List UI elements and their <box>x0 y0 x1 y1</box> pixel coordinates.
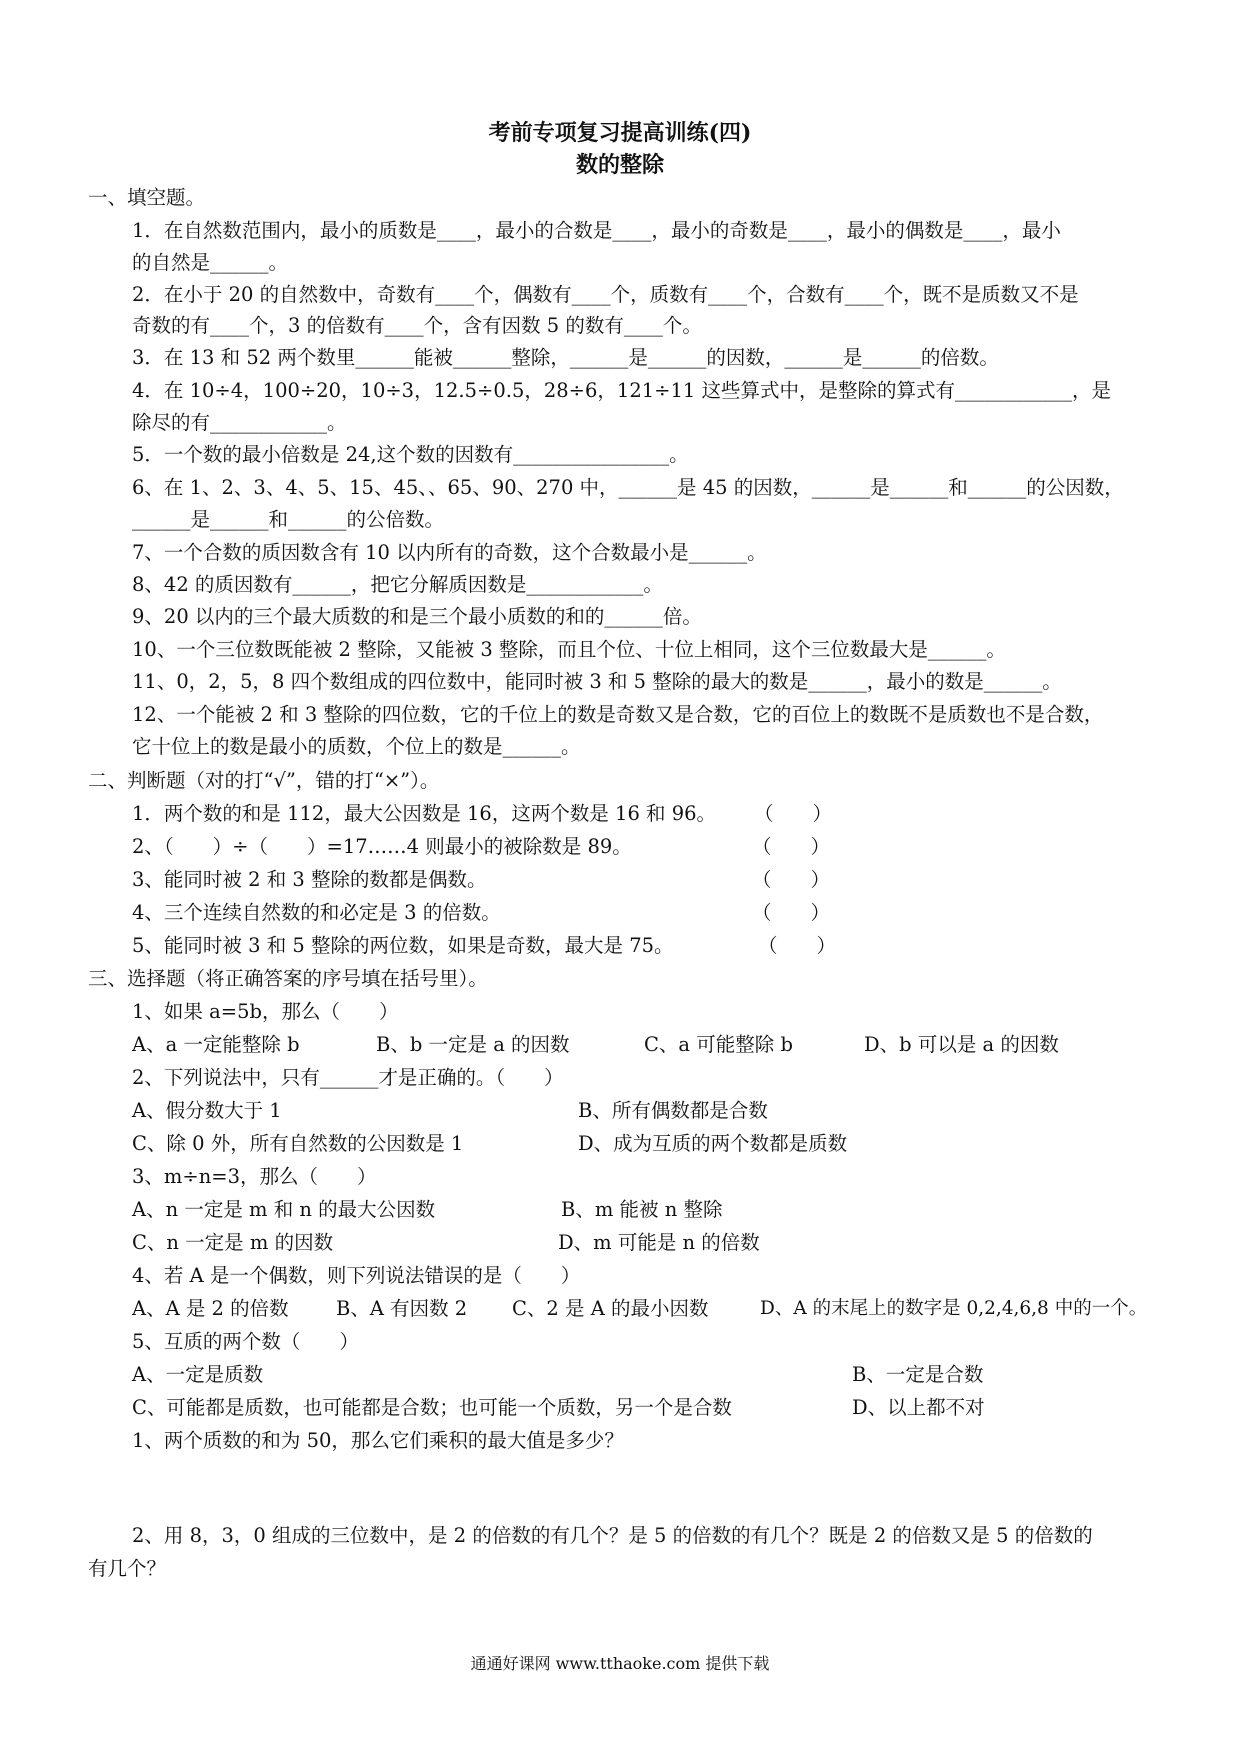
fill-line: 9、20 以内的三个最大质数的和是三个最小质数的和的______倍。 <box>132 605 702 628</box>
answer-bracket: （ ） <box>754 802 833 825</box>
fill-line: 7、一个合数的质因数含有 10 以内所有的奇数，这个合数最小是______。 <box>132 541 767 564</box>
choice-option-a: A、一定是质数 <box>132 1363 264 1386</box>
choice-option-a: A、n 一定是 m 和 n 的最大公因数 <box>132 1198 436 1221</box>
fill-line: 1．在自然数范围内，最小的质数是____，最小的合数是____，最小的奇数是____，最小的偶数是____，最小 <box>132 219 1061 242</box>
choice-option-c: C、2 是 A 的最小因数 <box>512 1297 709 1320</box>
fill-line: 奇数的有____个，3 的倍数有____个，含有因数 5 的数有____个。 <box>132 314 702 337</box>
word-problem: 2、用 8，3，0 组成的三位数中，是 2 的倍数的有几个？是 5 的倍数的有几个？既是 2 的倍数又是 5 的倍数的 <box>132 1524 1093 1547</box>
judge-item: 1．两个数的和是 112，最大公因数是 16，这两个数是 16 和 96。 <box>132 802 717 825</box>
fill-line: 5．一个数的最小倍数是 24,这个数的因数有________________。 <box>132 443 689 466</box>
choice-option-c: C、可能都是质数，也可能都是合数；也可能一个质数，另一个是合数 <box>132 1396 732 1419</box>
choice-stem: 5、互质的两个数（ ） <box>132 1330 359 1353</box>
page-footer: 通通好课网 www.tthaoke.com 提供下载 <box>470 1654 770 1673</box>
choice-option-d: D、b 可以是 a 的因数 <box>864 1033 1059 1056</box>
page-subtitle: 数的整除 <box>575 152 664 178</box>
word-problem: 有几个？ <box>88 1557 167 1580</box>
choice-stem: 3、m÷n=3，那么（ ） <box>132 1165 377 1188</box>
choice-option-c: C、n 一定是 m 的因数 <box>132 1231 334 1254</box>
judge-item: 3、能同时被 2 和 3 整除的数都是偶数。 <box>132 868 487 891</box>
fill-line: 12、一个能被 2 和 3 整除的四位数，它的千位上的数是奇数又是合数，它的百位上的数既不是质数也不是合数， <box>132 703 1104 726</box>
fill-line: 2．在小于 20 的自然数中，奇数有____个，偶数有____个，质数有____个，合数有____个，既不是质数又不是 <box>132 283 1079 306</box>
fill-line: ______是______和______的公倍数。 <box>132 508 445 531</box>
choice-option-d: D、m 可能是 n 的倍数 <box>558 1231 760 1254</box>
choice-stem: 4、若 A 是一个偶数，则下列说法错误的是（ ） <box>132 1264 581 1287</box>
choice-option-d: D、A 的末尾上的数字是 0,2,4,6,8 中的一个。 <box>760 1298 1148 1319</box>
choice-stem: 2、下列说法中，只有______才是正确的。（ ） <box>132 1066 564 1089</box>
choice-stem: 1、如果 a=5b，那么（ ） <box>132 1000 399 1023</box>
fill-line: 6、在 1、2、3、4、5、15、45、、65、90、270 中，______是 45 的因数，______是______和______的公因数， <box>132 476 1124 499</box>
choice-option-b: B、m 能被 n 整除 <box>561 1198 723 1221</box>
judge-item: 5、能同时被 3 和 5 整除的两位数，如果是奇数，最大是 75。 <box>132 934 674 957</box>
fill-line: 4．在 10÷4，100÷20，10÷3，12.5÷0.5，28÷6，121÷11 这些算式中，是整除的算式有____________，是 <box>132 379 1111 402</box>
answer-bracket: （ ） <box>752 868 831 891</box>
answer-bracket: （ ） <box>758 934 837 957</box>
fill-line: 3．在 13 和 52 两个数里______能被______整除，______是______的因数，______是______的倍数。 <box>132 346 999 369</box>
choice-option-b: B、A 有因数 2 <box>336 1297 468 1320</box>
choice-option-a: A、A 是 2 的倍数 <box>132 1297 289 1320</box>
fill-line: 除尽的有____________。 <box>132 411 347 434</box>
answer-bracket: （ ） <box>752 835 831 858</box>
choice-option-b: B、b 一定是 a 的因数 <box>376 1033 570 1056</box>
word-problem: 1、两个质数的和为 50，那么它们乘积的最大值是多少？ <box>132 1429 624 1452</box>
section-header-fill: 一、填空题。 <box>88 186 206 209</box>
fill-line: 它十位上的数是最小的质数，个位上的数是______。 <box>132 735 581 758</box>
judge-item: 2、（ ）÷（ ）=17……4 则最小的被除数是 89。 <box>132 835 632 858</box>
choice-option-d: D、以上都不对 <box>852 1396 985 1419</box>
choice-option-d: D、成为互质的两个数都是质数 <box>578 1132 848 1155</box>
answer-bracket: （ ） <box>752 901 831 924</box>
choice-option-a: A、假分数大于 1 <box>132 1099 282 1122</box>
choice-option-b: B、一定是合数 <box>852 1363 984 1386</box>
fill-line: 10、一个三位数既能被 2 整除，又能被 3 整除，而且个位、十位上相同，这个三位数最大是______。 <box>132 638 1006 661</box>
choice-option-a: A、a 一定能整除 b <box>132 1033 300 1056</box>
fill-line: 8、42 的质因数有______，把它分解质因数是____________。 <box>132 573 663 596</box>
fill-line: 11、0，2，5，8 四个数组成的四位数中，能同时被 3 和 5 整除的最大的数是______，最小的数是______。 <box>132 670 1062 693</box>
section-header-judge: 二、判断题（对的打“√”，错的打“×”）。 <box>88 769 440 792</box>
choice-option-c: C、a 可能整除 b <box>644 1033 793 1056</box>
page-title: 考前专项复习提高训练(四) <box>488 120 752 146</box>
choice-option-c: C、除 0 外，所有自然数的公因数是 1 <box>132 1132 464 1155</box>
choice-option-b: B、所有偶数都是合数 <box>578 1099 768 1122</box>
judge-item: 4、三个连续自然数的和必定是 3 的倍数。 <box>132 901 501 924</box>
fill-line: 的自然是______。 <box>132 251 289 274</box>
section-header-choice: 三、选择题（将正确答案的序号填在括号里）。 <box>88 967 488 990</box>
